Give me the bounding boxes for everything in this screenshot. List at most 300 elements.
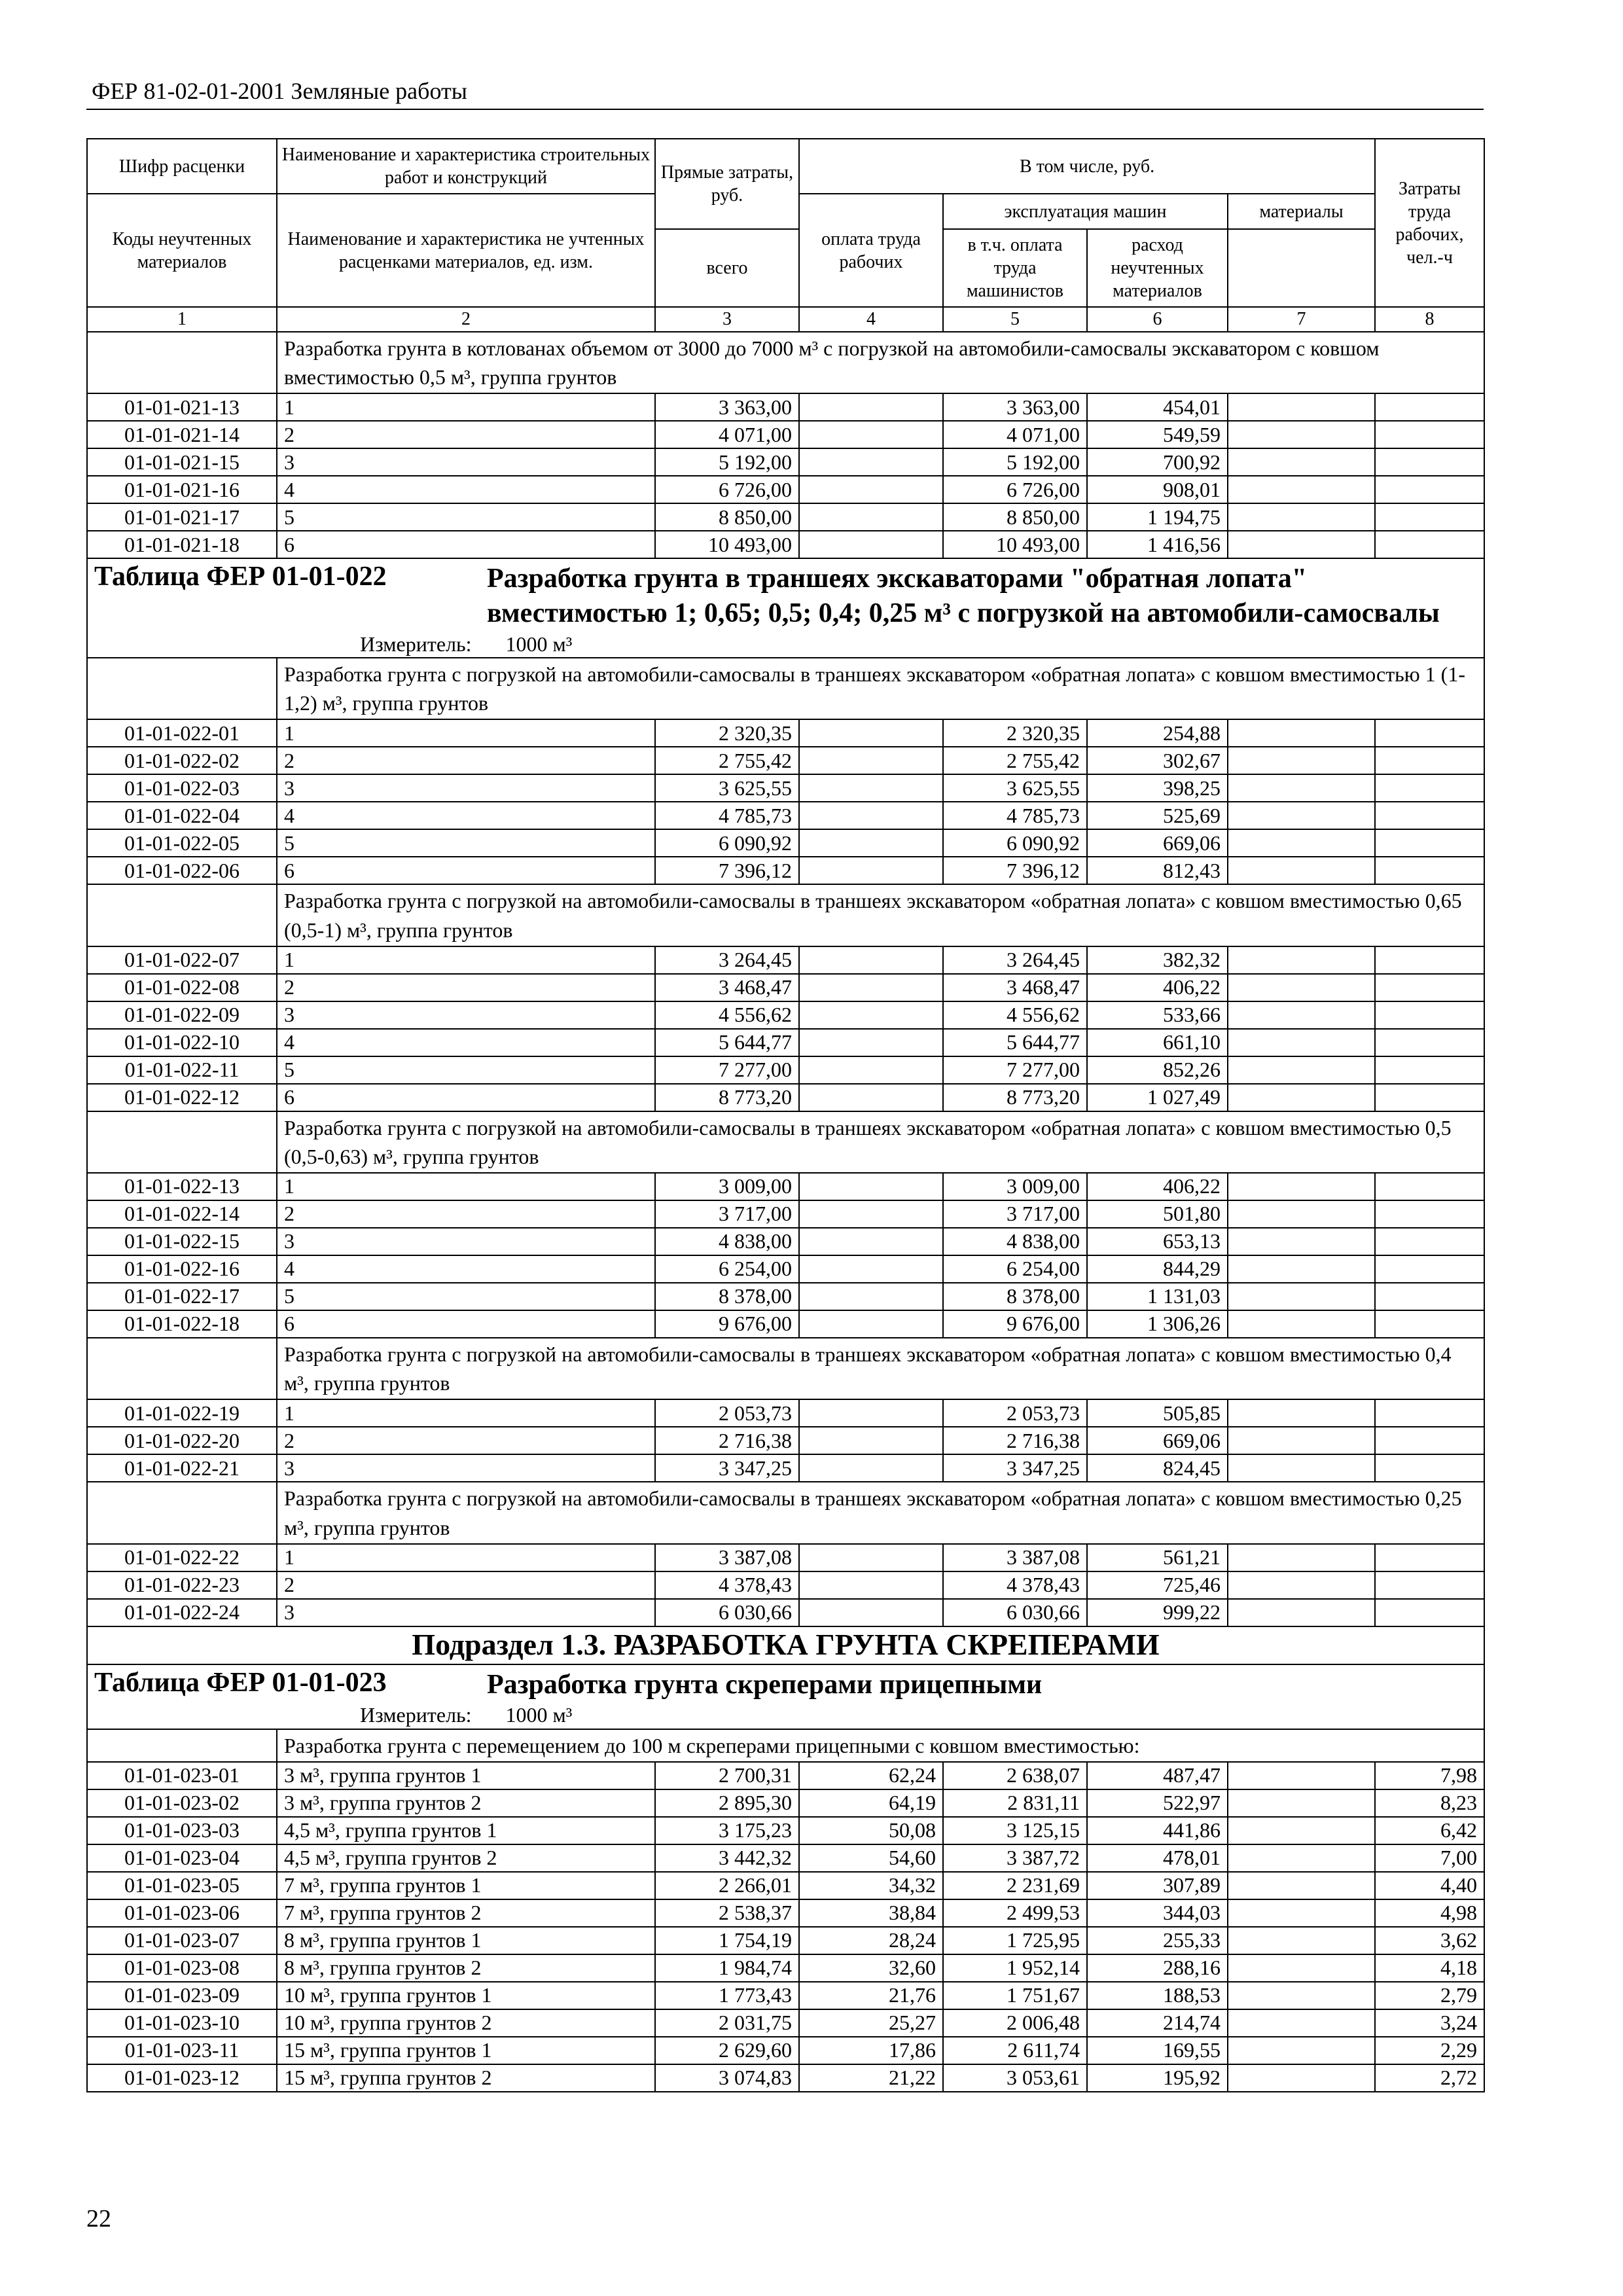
rate-name: 1 [277, 946, 655, 974]
rate-name: 6 [277, 1310, 655, 1338]
column-number: 6 [1087, 307, 1228, 332]
column-number: 2 [277, 307, 655, 332]
materials-consumption [1228, 1200, 1375, 1228]
table-row [87, 1283, 1484, 1310]
materials-consumption [1228, 476, 1375, 503]
rate-name: 5 [277, 1283, 655, 1310]
labor-costs [1375, 1427, 1484, 1454]
direct-costs: 2 895,30 [655, 1789, 799, 1817]
rate-name: 4 [277, 802, 655, 829]
machinist-pay: 653,13 [1087, 1228, 1228, 1255]
rate-code: 01-01-022-20 [87, 1427, 277, 1454]
machinist-pay: 561,21 [1087, 1544, 1228, 1571]
table-row [87, 1056, 1484, 1084]
materials-consumption [1228, 2009, 1375, 2037]
labor-costs [1375, 1255, 1484, 1283]
table-row [87, 1982, 1484, 2009]
rate-name: 3 [277, 1454, 655, 1482]
page-number: 22 [86, 2205, 111, 2233]
direct-costs: 3 264,45 [655, 946, 799, 974]
section-description-row [87, 1729, 1484, 1762]
rate-code: 01-01-022-06 [87, 857, 277, 884]
workers-pay [799, 802, 943, 829]
machinist-pay: 812,43 [1087, 857, 1228, 884]
workers-pay [799, 719, 943, 747]
direct-costs: 8 773,20 [655, 1084, 799, 1111]
table-row [87, 2037, 1484, 2064]
table-header [87, 139, 1484, 332]
table-row [87, 1173, 1484, 1200]
table-row [87, 1310, 1484, 1338]
section-description-row [87, 1338, 1484, 1399]
rate-name: 5 [277, 503, 655, 531]
rate-name: 2 [277, 974, 655, 1001]
direct-costs: 4 378,43 [655, 1571, 799, 1599]
workers-pay [799, 1228, 943, 1255]
materials-consumption [1228, 1899, 1375, 1927]
workers-pay [799, 946, 943, 974]
measure [87, 1702, 1484, 1729]
header-rule [86, 109, 1484, 110]
rate-name: 3 [277, 448, 655, 476]
machinist-pay: 1 131,03 [1087, 1283, 1228, 1310]
rate-name: 10 м³, группа грунтов 1 [277, 1982, 655, 2009]
table-row [87, 946, 1484, 974]
machinist-pay: 441,86 [1087, 1817, 1228, 1844]
section-description-row [87, 658, 1484, 719]
direct-costs: 2 266,01 [655, 1872, 799, 1899]
machinist-pay: 505,85 [1087, 1399, 1228, 1427]
rate-name: 1 [277, 1173, 655, 1200]
workers-pay [799, 476, 943, 503]
table-row [87, 1899, 1484, 1927]
table-row [87, 476, 1484, 503]
workers-pay [799, 1255, 943, 1283]
materials-consumption [1228, 747, 1375, 774]
workers-pay: 32,60 [799, 1954, 943, 1982]
table-row [87, 1927, 1484, 1954]
rate-code: 01-01-022-22 [87, 1544, 277, 1571]
rate-code: 01-01-022-21 [87, 1454, 277, 1482]
table-row [87, 1427, 1484, 1454]
labor-costs [1375, 448, 1484, 476]
workers-pay: 62,24 [799, 1762, 943, 1789]
rate-name: 7 м³, группа грунтов 1 [277, 1872, 655, 1899]
rate-name: 5 [277, 829, 655, 857]
machinist-pay: 700,92 [1087, 448, 1228, 476]
rate-name: 8 м³, группа грунтов 1 [277, 1927, 655, 1954]
machines-total: 1 751,67 [943, 1982, 1087, 2009]
table-row [87, 1084, 1484, 1111]
table-row [87, 1001, 1484, 1029]
workers-pay [799, 393, 943, 421]
table-row [87, 1200, 1484, 1228]
workers-pay [799, 503, 943, 531]
materials-consumption [1228, 1982, 1375, 2009]
rate-code: 01-01-021-17 [87, 503, 277, 531]
rate-code: 01-01-022-01 [87, 719, 277, 747]
column-number: 4 [799, 307, 943, 332]
table-row [87, 857, 1484, 884]
rate-code: 01-01-023-07 [87, 1927, 277, 1954]
materials-consumption [1228, 1427, 1375, 1454]
labor-costs [1375, 1283, 1484, 1310]
machines-total: 2 755,42 [943, 747, 1087, 774]
machines-total: 3 264,45 [943, 946, 1087, 974]
materials-consumption [1228, 1173, 1375, 1200]
description-spacer [87, 1111, 277, 1173]
rate-name: 2 [277, 747, 655, 774]
column-number: 8 [1375, 307, 1484, 332]
table-row [87, 393, 1484, 421]
workers-pay [799, 1056, 943, 1084]
machinist-pay: 302,67 [1087, 747, 1228, 774]
rate-name: 3 [277, 774, 655, 802]
section-description: Разработка грунта в котлованах объемом от 3000 до 7000 м³ с погрузкой на автомобили-самосвалы экскаватором с ковшом вместимостью 0,5 м³, группа грунтов [277, 332, 1484, 393]
labor-costs: 2,79 [1375, 1982, 1484, 2009]
measure-value: 1000 м³ [505, 1703, 573, 1727]
direct-costs: 3 468,47 [655, 974, 799, 1001]
workers-pay [799, 1399, 943, 1427]
rate-code: 01-01-022-13 [87, 1173, 277, 1200]
rate-name: 6 [277, 857, 655, 884]
rate-name: 4 [277, 1255, 655, 1283]
machinist-pay: 669,06 [1087, 829, 1228, 857]
rate-code: 01-01-023-09 [87, 1982, 277, 2009]
rate-code: 01-01-022-14 [87, 1200, 277, 1228]
table-row [87, 802, 1484, 829]
direct-costs: 7 396,12 [655, 857, 799, 884]
direct-costs: 2 053,73 [655, 1399, 799, 1427]
table-row [87, 531, 1484, 558]
direct-costs: 8 378,00 [655, 1283, 799, 1310]
table-row [87, 774, 1484, 802]
fer-price-table [86, 138, 1485, 2092]
direct-costs: 3 387,08 [655, 1544, 799, 1571]
direct-costs: 2 716,38 [655, 1427, 799, 1454]
rate-code: 01-01-021-15 [87, 448, 277, 476]
machinist-pay: 195,92 [1087, 2064, 1228, 2092]
workers-pay [799, 421, 943, 448]
direct-costs: 3 442,32 [655, 1844, 799, 1872]
labor-costs [1375, 829, 1484, 857]
section-description: Разработка грунта с погрузкой на автомобили-самосвалы в траншеях экскаватором «обратная лопата» с ковшом вместимостью 0,5 (0,5-0,63) м³, группа грунтов [277, 1111, 1484, 1173]
header-including: В том числе, руб. [799, 139, 1375, 194]
table-title-row [87, 558, 1484, 631]
page-header-title: ФЕР 81-02-01-2001 Земляные работы [92, 78, 467, 104]
machines-total: 6 030,66 [943, 1599, 1087, 1626]
labor-costs: 3,62 [1375, 1927, 1484, 1954]
materials-consumption [1228, 503, 1375, 531]
materials-consumption [1228, 1399, 1375, 1427]
section-description: Разработка грунта с перемещением до 100 м скреперами прицепными с ковшом вместимостью: [277, 1729, 1484, 1762]
table-label: Таблица ФЕР 01-01-023 [94, 1667, 387, 1698]
machinist-pay: 725,46 [1087, 1571, 1228, 1599]
rate-name: 4,5 м³, группа грунтов 2 [277, 1844, 655, 1872]
rate-code: 01-01-023-02 [87, 1789, 277, 1817]
rate-code: 01-01-023-01 [87, 1762, 277, 1789]
workers-pay: 25,27 [799, 2009, 943, 2037]
machinist-pay: 908,01 [1087, 476, 1228, 503]
labor-costs: 4,98 [1375, 1899, 1484, 1927]
machinist-pay: 454,01 [1087, 393, 1228, 421]
machinist-pay: 661,10 [1087, 1029, 1228, 1056]
direct-costs: 3 347,25 [655, 1454, 799, 1482]
workers-pay [799, 974, 943, 1001]
materials-consumption [1228, 719, 1375, 747]
labor-costs [1375, 421, 1484, 448]
column-number: 1 [87, 307, 277, 332]
labor-costs [1375, 1454, 1484, 1482]
rate-code: 01-01-022-03 [87, 774, 277, 802]
machinist-pay: 824,45 [1087, 1454, 1228, 1482]
table-row [87, 2064, 1484, 2092]
header-machine-operation: эксплуатация машин [943, 194, 1228, 229]
materials-consumption [1228, 857, 1375, 884]
labor-costs: 7,98 [1375, 1762, 1484, 1789]
machinist-pay: 852,26 [1087, 1056, 1228, 1084]
machinist-pay: 487,47 [1087, 1762, 1228, 1789]
measure-label: Измеритель: [360, 632, 472, 656]
machines-total: 2 320,35 [943, 719, 1087, 747]
rate-code: 01-01-023-04 [87, 1844, 277, 1872]
column-number: 7 [1228, 307, 1375, 332]
rate-code: 01-01-022-17 [87, 1283, 277, 1310]
direct-costs: 6 726,00 [655, 476, 799, 503]
workers-pay [799, 747, 943, 774]
machinist-pay: 844,29 [1087, 1255, 1228, 1283]
workers-pay: 38,84 [799, 1899, 943, 1927]
rate-code: 01-01-022-07 [87, 946, 277, 974]
workers-pay [799, 829, 943, 857]
measure [87, 631, 1484, 658]
workers-pay [799, 1283, 943, 1310]
rate-name: 3 м³, группа грунтов 2 [277, 1789, 655, 1817]
materials-consumption [1228, 774, 1375, 802]
workers-pay [799, 1200, 943, 1228]
materials-consumption [1228, 1056, 1375, 1084]
direct-costs: 3 625,55 [655, 774, 799, 802]
description-spacer [87, 658, 277, 719]
table-label: Таблица ФЕР 01-01-022 [94, 562, 387, 592]
materials-consumption [1228, 448, 1375, 476]
direct-costs: 2 031,75 [655, 2009, 799, 2037]
machines-total: 3 625,55 [943, 774, 1087, 802]
machines-total: 2 831,11 [943, 1789, 1087, 1817]
labor-costs: 8,23 [1375, 1789, 1484, 1817]
machines-total: 7 396,12 [943, 857, 1087, 884]
machinist-pay: 188,53 [1087, 1982, 1228, 2009]
workers-pay [799, 1571, 943, 1599]
direct-costs: 3 074,83 [655, 2064, 799, 2092]
rate-code: 01-01-023-05 [87, 1872, 277, 1899]
direct-costs: 3 009,00 [655, 1173, 799, 1200]
materials-consumption [1228, 393, 1375, 421]
materials-consumption [1228, 974, 1375, 1001]
workers-pay [799, 1427, 943, 1454]
machines-total: 4 838,00 [943, 1228, 1087, 1255]
rate-code: 01-01-022-16 [87, 1255, 277, 1283]
rate-code: 01-01-022-12 [87, 1084, 277, 1111]
machinist-pay: 1 306,26 [1087, 1310, 1228, 1338]
subsection-heading: Подраздел 1.3. РАЗРАБОТКА ГРУНТА СКРЕПЕРАМИ [87, 1626, 1484, 1664]
direct-costs: 4 785,73 [655, 802, 799, 829]
measure-row [87, 1702, 1484, 1729]
rate-name: 6 [277, 531, 655, 558]
machines-total: 2 231,69 [943, 1872, 1087, 1899]
measure-row [87, 631, 1484, 658]
rate-name: 2 [277, 1571, 655, 1599]
labor-costs: 4,40 [1375, 1872, 1484, 1899]
direct-costs: 3 175,23 [655, 1817, 799, 1844]
direct-costs: 4 838,00 [655, 1228, 799, 1255]
labor-costs [1375, 531, 1484, 558]
workers-pay [799, 1544, 943, 1571]
machines-total: 2 611,74 [943, 2037, 1087, 2064]
direct-costs: 3 717,00 [655, 1200, 799, 1228]
table-row [87, 747, 1484, 774]
table-name: Разработка грунта в траншеях экскаваторами "обратная лопата" вместимостью 1; 0,65; 0,5; 0,4; 0,25 м³ с погрузкой на автомобили-самосвалы [487, 564, 1440, 629]
rate-code: 01-01-022-19 [87, 1399, 277, 1427]
machines-total: 3 053,61 [943, 2064, 1087, 2092]
header-name: Наименование и характеристика строительных работ и конструкций [277, 139, 655, 194]
machinist-pay: 478,01 [1087, 1844, 1228, 1872]
table-row [87, 719, 1484, 747]
labor-costs [1375, 1399, 1484, 1427]
workers-pay: 54,60 [799, 1844, 943, 1872]
workers-pay [799, 1084, 943, 1111]
labor-costs [1375, 1084, 1484, 1111]
machines-total: 3 125,15 [943, 1817, 1087, 1844]
machinist-pay: 549,59 [1087, 421, 1228, 448]
materials-consumption [1228, 1283, 1375, 1310]
labor-costs [1375, 747, 1484, 774]
table-row [87, 1544, 1484, 1571]
labor-costs [1375, 946, 1484, 974]
machines-total: 7 277,00 [943, 1056, 1087, 1084]
materials-consumption [1228, 2037, 1375, 2064]
machines-total: 2 716,38 [943, 1427, 1087, 1454]
direct-costs: 3 363,00 [655, 393, 799, 421]
section-description-row [87, 1111, 1484, 1173]
table-row [87, 1228, 1484, 1255]
machines-total: 3 009,00 [943, 1173, 1087, 1200]
table-name: Разработка грунта скреперами прицепными [487, 1669, 1043, 1700]
materials-consumption [1228, 1954, 1375, 1982]
section-description-row [87, 1482, 1484, 1543]
rate-code: 01-01-023-06 [87, 1899, 277, 1927]
rate-name: 4 [277, 476, 655, 503]
table-title-row [87, 1664, 1484, 1702]
rate-name: 5 [277, 1056, 655, 1084]
machinist-pay: 382,32 [1087, 946, 1228, 974]
labor-costs [1375, 1310, 1484, 1338]
machines-total: 3 468,47 [943, 974, 1087, 1001]
machinist-pay: 999,22 [1087, 1599, 1228, 1626]
machines-total: 4 378,43 [943, 1571, 1087, 1599]
table-body [87, 332, 1484, 2092]
labor-costs [1375, 503, 1484, 531]
rate-name: 10 м³, группа грунтов 2 [277, 2009, 655, 2037]
measure-value: 1000 м³ [505, 632, 573, 656]
table-row [87, 1817, 1484, 1844]
machines-total: 6 254,00 [943, 1255, 1087, 1283]
labor-costs: 2,29 [1375, 2037, 1484, 2064]
header-total: всего [655, 229, 799, 307]
materials-consumption [1228, 829, 1375, 857]
direct-costs: 6 030,66 [655, 1599, 799, 1626]
rate-code: 01-01-022-05 [87, 829, 277, 857]
workers-pay: 50,08 [799, 1817, 943, 1844]
machinist-pay: 1 194,75 [1087, 503, 1228, 531]
rate-code: 01-01-023-08 [87, 1954, 277, 1982]
machines-total: 4 556,62 [943, 1001, 1087, 1029]
materials-consumption [1228, 946, 1375, 974]
machines-total: 6 726,00 [943, 476, 1087, 503]
materials-consumption [1228, 531, 1375, 558]
header-direct-costs: Прямые затраты, руб. [655, 139, 799, 229]
rate-name: 2 [277, 421, 655, 448]
labor-costs [1375, 1599, 1484, 1626]
machines-total: 8 378,00 [943, 1283, 1087, 1310]
column-number: 5 [943, 307, 1087, 332]
direct-costs: 1 984,74 [655, 1954, 799, 1982]
materials-consumption [1228, 2064, 1375, 2092]
rate-code: 01-01-022-15 [87, 1228, 277, 1255]
machines-total: 2 499,53 [943, 1899, 1087, 1927]
machinist-pay: 533,66 [1087, 1001, 1228, 1029]
labor-costs [1375, 1571, 1484, 1599]
rate-name: 1 [277, 1544, 655, 1571]
rate-code: 01-01-022-08 [87, 974, 277, 1001]
machinist-pay: 398,25 [1087, 774, 1228, 802]
materials-consumption [1228, 1927, 1375, 1954]
machines-total: 8 773,20 [943, 1084, 1087, 1111]
workers-pay [799, 1599, 943, 1626]
table-row [87, 974, 1484, 1001]
rate-code: 01-01-022-09 [87, 1001, 277, 1029]
workers-pay [799, 857, 943, 884]
machinist-pay: 669,06 [1087, 1427, 1228, 1454]
rate-code: 01-01-022-18 [87, 1310, 277, 1338]
workers-pay [799, 1454, 943, 1482]
machinist-pay: 214,74 [1087, 2009, 1228, 2037]
machines-total: 4 071,00 [943, 421, 1087, 448]
machines-total: 3 387,72 [943, 1844, 1087, 1872]
machines-total: 4 785,73 [943, 802, 1087, 829]
labor-costs [1375, 1001, 1484, 1029]
materials-consumption [1228, 1228, 1375, 1255]
machinist-pay: 1 027,49 [1087, 1084, 1228, 1111]
table-row [87, 1844, 1484, 1872]
direct-costs: 8 850,00 [655, 503, 799, 531]
rate-code: 01-01-021-13 [87, 393, 277, 421]
rate-code: 01-01-022-24 [87, 1599, 277, 1626]
table-row [87, 1599, 1484, 1626]
rate-name: 3 м³, группа грунтов 1 [277, 1762, 655, 1789]
description-spacer [87, 1482, 277, 1543]
workers-pay: 34,32 [799, 1872, 943, 1899]
machinist-pay: 406,22 [1087, 974, 1228, 1001]
rate-name: 6 [277, 1084, 655, 1111]
table-row [87, 1571, 1484, 1599]
rate-code: 01-01-022-10 [87, 1029, 277, 1056]
materials-consumption [1228, 421, 1375, 448]
machines-total: 3 717,00 [943, 1200, 1087, 1228]
rate-name: 2 [277, 1200, 655, 1228]
table-row [87, 1789, 1484, 1817]
rate-name: 15 м³, группа грунтов 2 [277, 2064, 655, 2092]
